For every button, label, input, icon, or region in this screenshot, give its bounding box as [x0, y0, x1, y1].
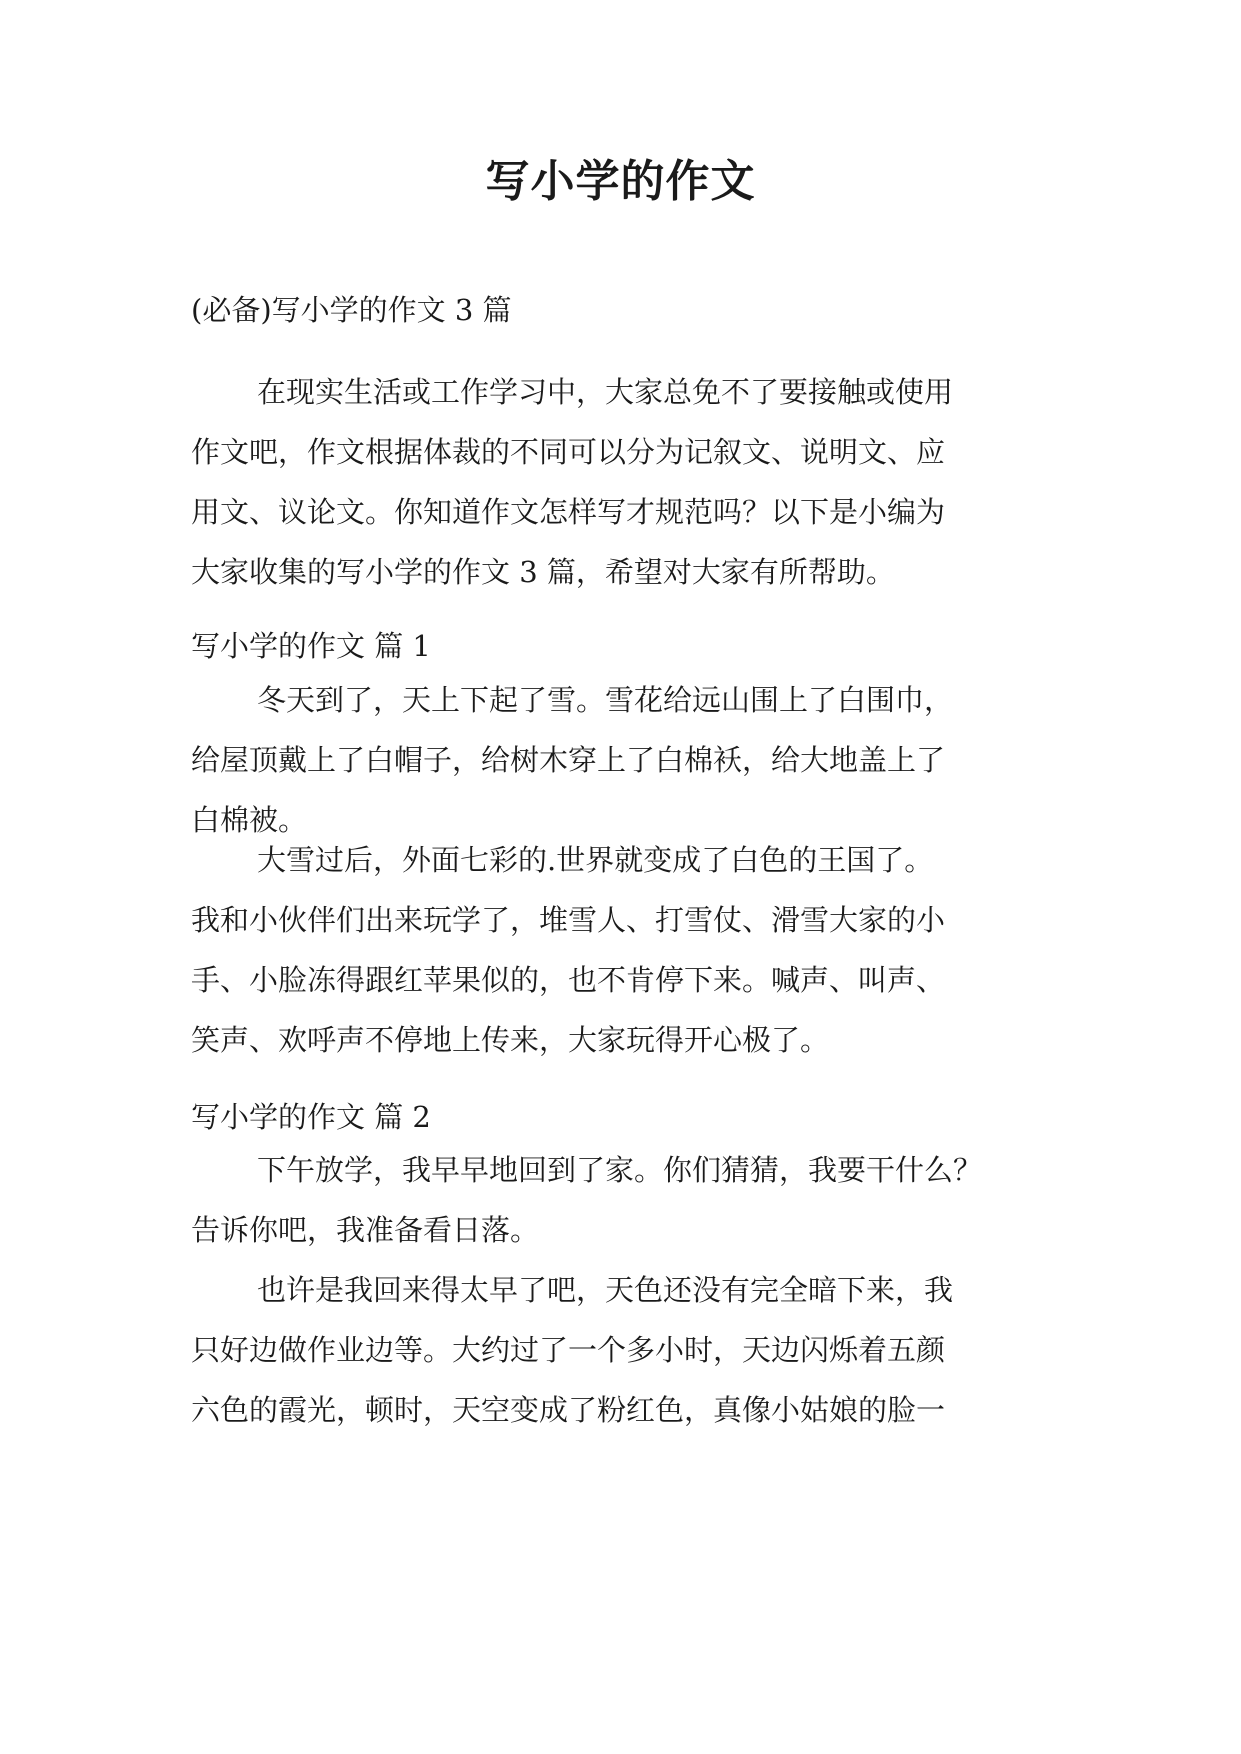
section-heading-2: 写小学的作文 篇 2: [191, 1100, 431, 1134]
section-2-paragraph-2: [191, 1260, 1071, 1440]
intro-line: 作文吧，作文根据体裁的不同可以分为记叙文、说明文、应: [191, 435, 946, 469]
paragraph-line: 也许是我回来得太早了吧，天色还没有完全暗下来，我: [257, 1273, 954, 1307]
paragraph-line: 手、小脸冻得跟红苹果似的，也不肯停下来。喊声、叫声、: [191, 963, 946, 997]
paragraph-line: 白棉被。: [191, 803, 308, 837]
section-1-paragraph-2: [191, 830, 1071, 1070]
paragraph-line: 笑声、欢呼声不停地上传来，大家玩得开心极了。: [191, 1023, 830, 1057]
section-2-paragraph-1: [191, 1140, 1071, 1260]
document-title: 写小学的作文: [485, 156, 756, 207]
document-subtitle: (必备)写小学的作文 3 篇: [191, 293, 512, 327]
intro-line: 在现实生活或工作学习中，大家总免不了要接触或使用: [257, 375, 954, 409]
paragraph-line: 只好边做作业边等。大约过了一个多小时，天边闪烁着五颜: [191, 1333, 946, 1367]
intro-paragraph: [191, 362, 1071, 602]
paragraph-line: 给屋顶戴上了白帽子，给树木穿上了白棉袄，给大地盖上了: [191, 743, 946, 777]
paragraph-line: 我和小伙伴们出来玩学了，堆雪人、打雪仗、滑雪大家的小: [191, 903, 946, 937]
paragraph-line: 六色的霞光，顿时，天空变成了粉红色，真像小姑娘的脸一: [191, 1393, 946, 1427]
paragraph-line: 冬天到了，天上下起了雪。雪花给远山围上了白围巾，: [257, 683, 954, 717]
paragraph-line: 下午放学，我早早地回到了家。你们猜猜，我要干什么？: [257, 1153, 983, 1187]
section-heading-1: 写小学的作文 篇 1: [191, 629, 431, 663]
paragraph-line: 告诉你吧，我准备看日落。: [191, 1213, 540, 1247]
section-1-paragraph-1: [191, 670, 1071, 850]
intro-line: 用文、议论文。你知道作文怎样写才规范吗？以下是小编为: [191, 495, 946, 529]
paragraph-line: 大雪过后，外面七彩的.世界就变成了白色的王国了。: [257, 843, 934, 877]
intro-line: 大家收集的写小学的作文 3 篇，希望对大家有所帮助。: [191, 555, 895, 589]
